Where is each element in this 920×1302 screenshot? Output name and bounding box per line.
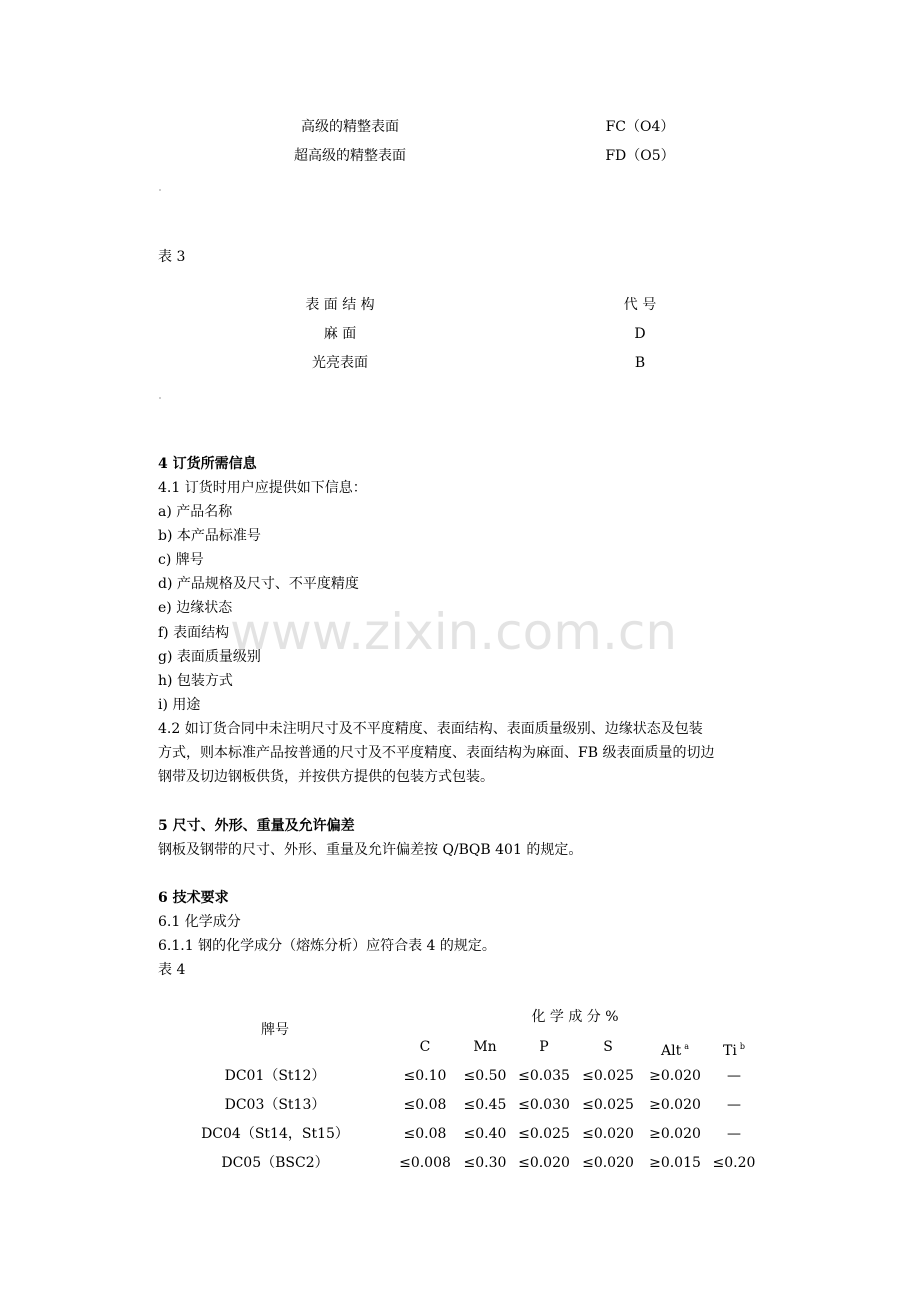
table4-cell: ≥0.015 — [649, 1155, 701, 1171]
section-5-text: 钢板及钢带的尺寸、外形、重量及允许偏差按 Q/BQB 401 的规定。 — [158, 842, 583, 858]
list-item: a) 产品名称 — [158, 504, 233, 520]
table4-cell: ≤0.50 — [463, 1068, 507, 1084]
table2-row-1-name: 高级的精整表面 — [301, 119, 399, 135]
table4-cell: ≤0.020 — [582, 1155, 634, 1171]
table4-cell: ≤0.008 — [399, 1155, 451, 1171]
table3-row-1-name: 麻 面 — [323, 326, 357, 342]
list-item: b) 本产品标准号 — [158, 528, 261, 544]
section-4-heading: 4 订货所需信息 — [158, 456, 257, 472]
table4-row-grade: DC03（St13） — [224, 1097, 326, 1113]
table2-row-1-code: FC（O4） — [605, 119, 675, 135]
section-5-heading: 5 尺寸、外形、重量及允许偏差 — [158, 818, 355, 834]
table4-cell: ≥0.020 — [649, 1126, 701, 1142]
table4-cell: ≤0.030 — [518, 1097, 570, 1113]
table4-cell: ≤0.10 — [403, 1068, 447, 1084]
paragraph-4-2-line-2: 方式，则本标准产品按普通的尺寸及不平度精度、表面结构为麻面、FB 级表面质量的切边 — [158, 745, 715, 761]
table3-header-name: 表 面 结 构 — [305, 297, 375, 313]
table4-cell: ≤0.30 — [463, 1155, 507, 1171]
table4-cell: — — [727, 1097, 741, 1113]
table4-cell: ≥0.020 — [649, 1097, 701, 1113]
paragraph-6-1-1: 6.1.1 钢的化学成分（熔炼分析）应符合表 4 的规定。 — [158, 938, 496, 954]
footnote-marker: a — [684, 1042, 689, 1051]
table2-row-2-code: FD（O5） — [605, 148, 675, 164]
table4-row-grade: DC01（St12） — [224, 1068, 326, 1084]
table4-cell: ≤0.025 — [518, 1126, 570, 1142]
list-item: h) 包装方式 — [158, 673, 233, 689]
table3-header-code: 代 号 — [623, 297, 657, 313]
table4-cell: ≤0.45 — [463, 1097, 507, 1113]
table3-row-2-code: B — [634, 355, 646, 371]
table4-caption: 表 4 — [158, 962, 186, 978]
list-item: c) 牌号 — [158, 552, 204, 568]
paragraph-4-1: 4.1 订货时用户应提供如下信息： — [158, 480, 367, 496]
section-6-heading: 6 技术要求 — [158, 890, 229, 906]
paragraph-mark — [159, 189, 161, 191]
table4-row-grade: DC05（BSC2） — [221, 1155, 329, 1171]
list-item: d) 产品规格及尺寸、不平度精度 — [158, 576, 359, 592]
table3-caption: 表 3 — [158, 249, 186, 265]
list-item: f) 表面结构 — [158, 625, 230, 641]
paragraph-4-2-line-1: 4.2 如订货合同中未注明尺寸及不平度精度、表面结构、表面质量级别、边缘状态及包装 — [158, 721, 703, 737]
list-item: e) 边缘状态 — [158, 600, 233, 616]
table4-col-mn: Mn — [473, 1039, 497, 1055]
table4-cell: ≤0.035 — [518, 1068, 570, 1084]
table4-cell: ≤0.08 — [403, 1097, 447, 1113]
table4-cell: ≤0.20 — [712, 1155, 756, 1171]
table4-col-c: C — [419, 1039, 431, 1055]
paragraph-4-2-line-3: 钢带及切边钢板供货，并按供方提供的包装方式包装。 — [158, 769, 494, 785]
table4-cell: — — [727, 1126, 741, 1142]
table4-cell: ≤0.020 — [582, 1126, 634, 1142]
table4-cell: ≤0.40 — [463, 1126, 507, 1142]
table4-grade-header: 牌号 — [261, 1022, 289, 1038]
list-item: i) 用途 — [158, 697, 201, 713]
list-item: g) 表面质量级别 — [158, 649, 261, 665]
table4-col-alt: Alt $^a$ — [661, 1042, 689, 1059]
watermark-text: www.zixin.com.cn — [230, 603, 678, 661]
table4-cell: — — [727, 1068, 741, 1084]
table4-col-ti: Ti $^b$ — [723, 1042, 745, 1059]
table4-cell: ≤0.08 — [403, 1126, 447, 1142]
table3-row-2-name: 光亮表面 — [312, 355, 368, 371]
table3-row-1-code: D — [634, 326, 646, 342]
paragraph-6-1: 6.1 化学成分 — [158, 914, 241, 930]
table4-group-header: 化 学 成 分 % — [531, 1009, 619, 1025]
table4-col-s: S — [603, 1039, 613, 1055]
table4-col-p: P — [539, 1039, 549, 1055]
table4-cell: ≥0.020 — [649, 1068, 701, 1084]
table2-row-2-name: 超高级的精整表面 — [294, 148, 406, 164]
table4-cell: ≤0.025 — [582, 1097, 634, 1113]
table4-cell: ≤0.020 — [518, 1155, 570, 1171]
table4-row-grade: DC04（St14，St15） — [201, 1126, 349, 1142]
paragraph-mark — [159, 397, 161, 399]
table4-cell: ≤0.025 — [582, 1068, 634, 1084]
footnote-marker: b — [739, 1042, 745, 1051]
